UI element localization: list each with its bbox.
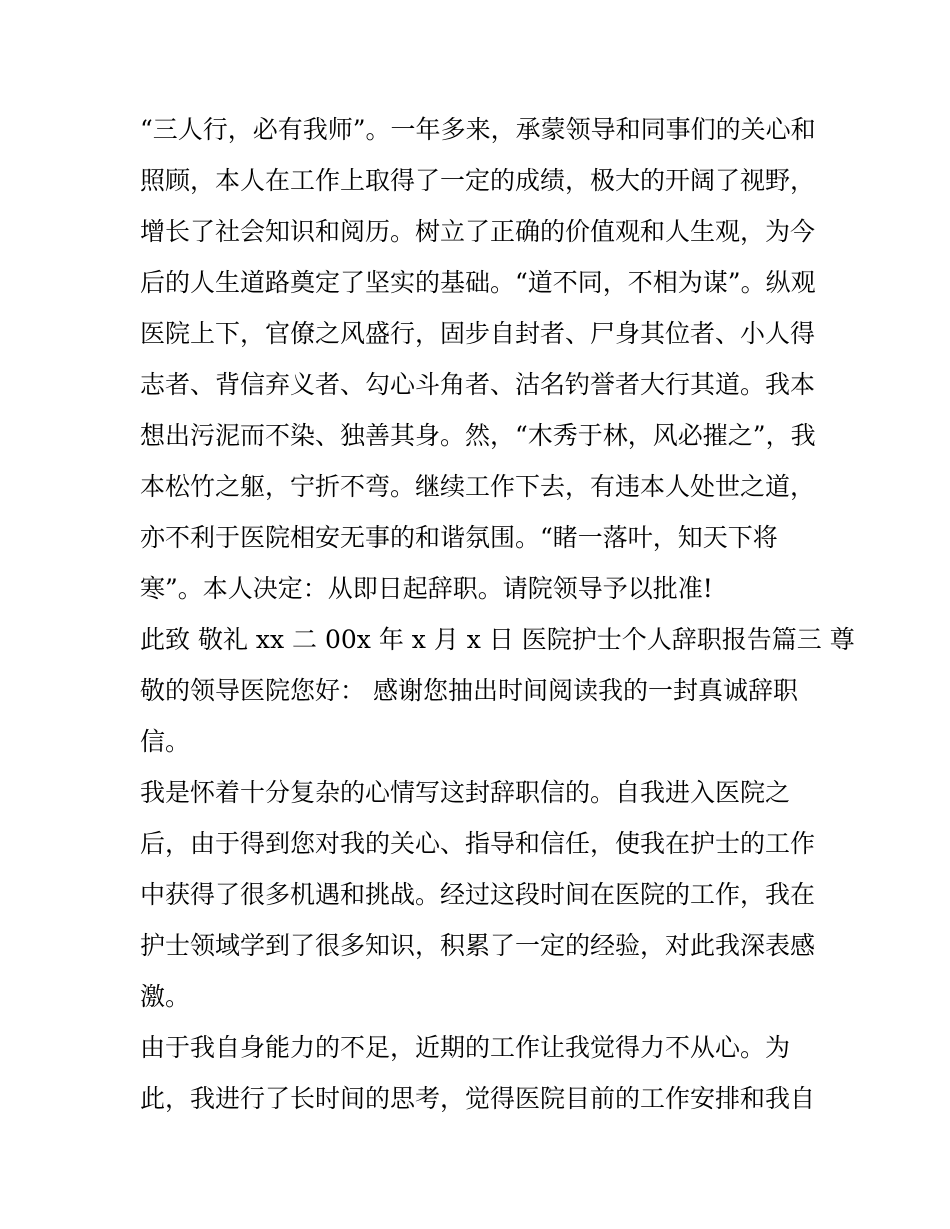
text-line: 后，由于得到您对我的关心、指导和信任，使我在护士的工作 xyxy=(140,829,816,858)
text-line: 志者、背信弃义者、勾心斗角者、沽名钓誉者大行其道。我本 xyxy=(140,370,816,399)
text-line: 信。 xyxy=(140,727,191,756)
text-line: 医院上下，官僚之风盛行，固步自封者、尸身其位者、小人得 xyxy=(140,319,816,348)
text-line: 本松竹之躯，宁折不弯。继续工作下去，有违本人处世之道， xyxy=(140,472,816,501)
text-line: 寒”。本人决定：从即日起辞职。请院领导予以批准! xyxy=(140,574,713,603)
text-line: 照顾，本人在工作上取得了一定的成绩，极大的开阔了视野， xyxy=(140,166,816,195)
text-line: 此，我进行了长时间的思考，觉得医院目前的工作安排和我自 xyxy=(140,1084,816,1113)
text-line: 想出污泥而不染、独善其身。然，“木秀于林，风必摧之”，我 xyxy=(140,421,816,450)
text-line: “三人行，必有我师”。一年多来，承蒙领导和同事们的关心和 xyxy=(140,115,816,144)
text-line: 敬的领导医院您好： 感谢您抽出时间阅读我的一封真诚辞职 xyxy=(140,676,798,705)
text-line: 亦不利于医院相安无事的和谐氛围。“睹一落叶，知天下将 xyxy=(140,523,778,552)
text-line: 中获得了很多机遇和挑战。经过这段时间在医院的工作，我在 xyxy=(140,880,816,909)
text-line: 由于我自身能力的不足，近期的工作让我觉得力不从心。为 xyxy=(140,1033,791,1062)
text-line: 我是怀着十分复杂的心情写这封辞职信的。自我进入医院之 xyxy=(140,778,791,807)
text-line: 增长了社会知识和阅历。树立了正确的价值观和人生观，为今 xyxy=(140,217,816,246)
document-body xyxy=(140,104,855,1124)
text-line: 此致 敬礼 xx 二 00x 年 x 月 x 日 医院护士个人辞职报告篇三 尊 xyxy=(140,625,855,654)
text-line: 护士领域学到了很多知识，积累了一定的经验，对此我深表感 xyxy=(140,931,816,960)
text-line: 激。 xyxy=(140,982,191,1011)
text-line: 后的人生道路奠定了坚实的基础。“道不同，不相为谋”。纵观 xyxy=(140,268,816,297)
